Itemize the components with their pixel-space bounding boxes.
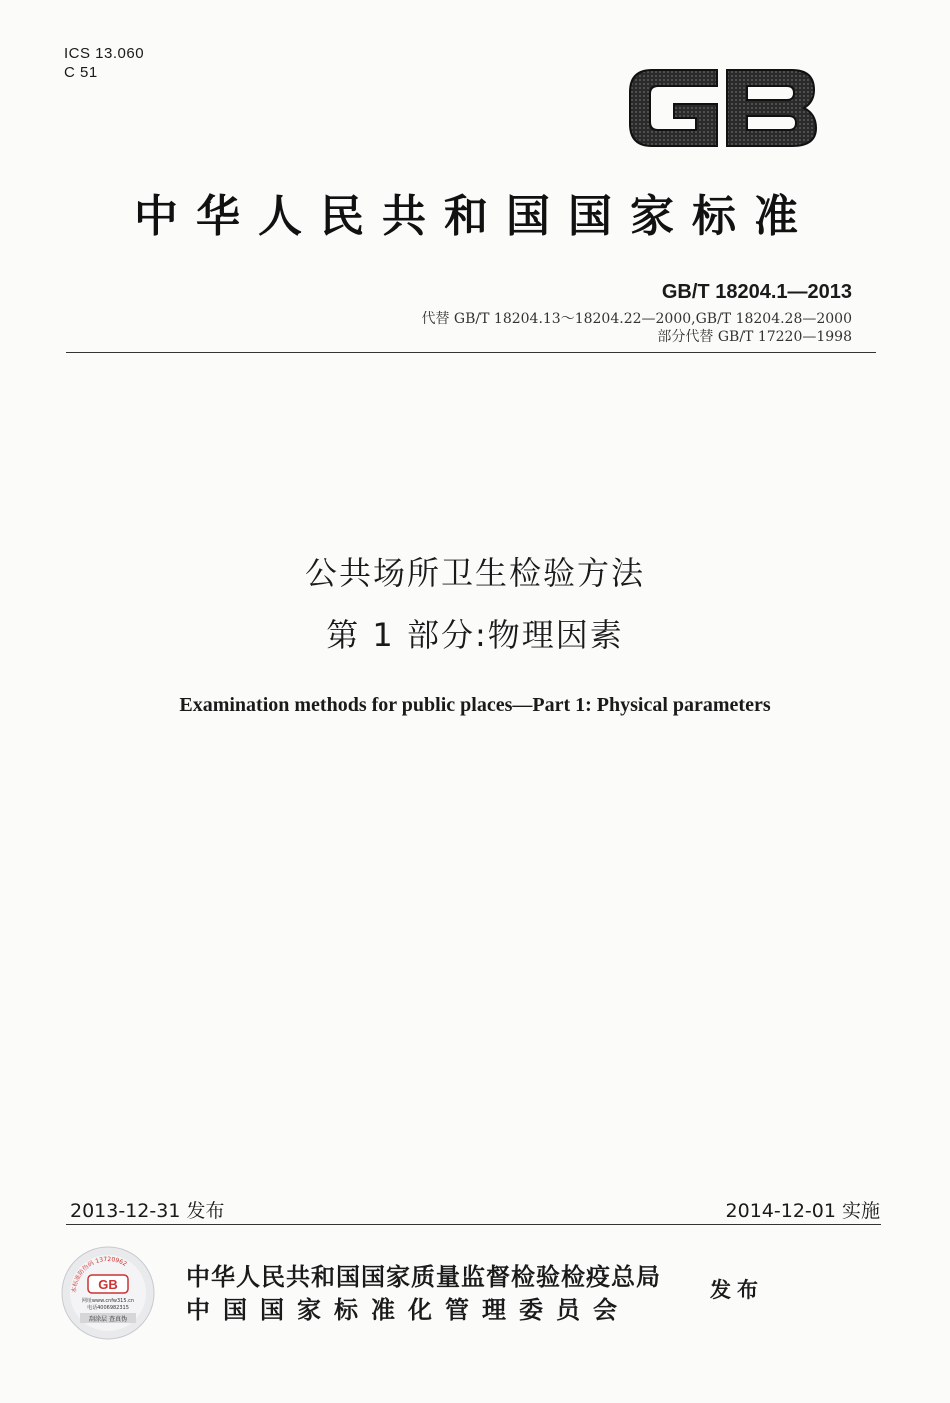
national-standard-heading: 中华人民共和国国家标准 <box>134 191 816 242</box>
issue-date: 2013-12-31 发布 <box>70 1200 225 1222</box>
seal-web-text: 网址www.cnfw315.cn <box>81 1298 135 1304</box>
title-chinese-main: 公共场所卫生检验方法 <box>304 554 645 592</box>
partial-replaces-line: 部分代替 GB/T 17220—1998 <box>657 329 852 345</box>
replaces-line: 代替 GB/T 18204.13～18204.22—2000,GB/T 18204.28—2000 <box>421 311 852 327</box>
classification-codes <box>64 44 144 82</box>
footer-divider <box>66 1224 881 1225</box>
gb-logo <box>622 58 822 158</box>
replaces-notice <box>421 310 852 346</box>
title-english: Examination methods for public places—Part 1: Physical parameters <box>179 694 771 716</box>
ccs-code: C 51 <box>64 64 98 81</box>
svg-text:GB: GB <box>98 1277 118 1292</box>
seal-phone-text: 电话4006982315 <box>87 1305 129 1311</box>
ics-code: ICS 13.060 <box>64 45 145 62</box>
seal-ring-text: 本标准防伪码 13720962 <box>70 1255 128 1294</box>
header-divider <box>66 352 876 353</box>
publisher-aqsiq: 中华人民共和国国家质量监督检验检疫总局 <box>186 1263 661 1291</box>
seal-footer-text: 刮涂层 查真伪 <box>89 1316 127 1323</box>
publish-label: 发布 <box>710 1278 764 1302</box>
implementation-date: 2014-12-01 实施 <box>725 1200 880 1222</box>
title-chinese-part: 第 1 部分:物理因素 <box>326 616 624 654</box>
standard-number: GB/T 18204.1—2013 <box>661 281 852 303</box>
anti-counterfeit-seal-icon <box>60 1245 156 1341</box>
publisher-sac: 中国国家标准化管理委员会 <box>186 1296 630 1324</box>
